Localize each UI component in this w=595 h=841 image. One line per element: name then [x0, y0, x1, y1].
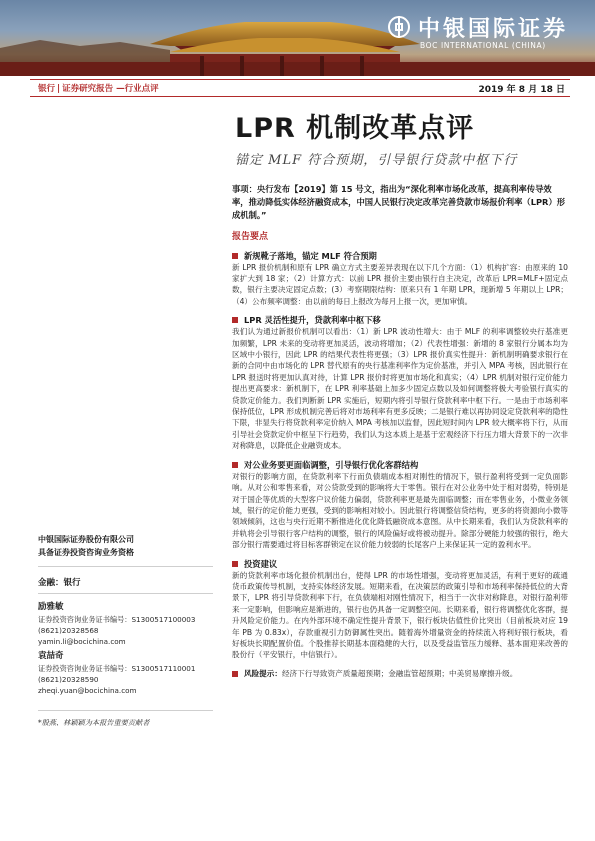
point-heading: 投资建议	[232, 558, 568, 570]
risk-warning	[232, 668, 568, 679]
org-name: 中银国际证券股份有限公司	[38, 535, 134, 544]
report-date: 2019 年 8 月 18 日	[478, 85, 565, 95]
header-rule-top	[30, 79, 570, 80]
contributors-note: *殷燕、林颖颖为本报告重要贡献者	[38, 718, 150, 727]
report-type-label: 证券研究报告	[62, 84, 114, 94]
header-rule-bottom	[30, 96, 570, 97]
main-content	[232, 183, 568, 679]
sidebar-rule	[38, 566, 213, 567]
sector-label: —行业点评	[116, 84, 159, 94]
sidebar-sector: 金融：银行	[38, 578, 81, 588]
risk-label: 风险提示：	[244, 668, 282, 678]
point-text: 新 LPR 报价机制和原有 LPR 确立方式主要差异表现在以下几个方面：（1）机构扩容：由原来的 10 家扩大到 18 家；（2）计算方式：以前 LPR 报价主要由银行自主决定，改革后 LPR=MLF+固定点数，银行主要决定固定点数；(3）考察期限结构：原来只有 1 年期 LPR，现新增 5 年期以上 LPR；（4）公布频率调整：由以前的每日上报改为每月上报一次，更加审慎。	[232, 262, 568, 306]
point-3	[232, 459, 568, 551]
point-heading: 对公业务要更面临调整，引导银行优化客群结构	[232, 459, 568, 471]
brand-name-en: BOC INTERNATIONAL (CHINA)	[420, 41, 546, 50]
sidebar-rule	[38, 593, 213, 594]
point-heading: LPR 灵活性提升，贷款利率中枢下移	[232, 314, 568, 326]
key-points-title: 报告要点	[232, 231, 269, 242]
boc-logo-icon	[388, 16, 410, 38]
analyst-name: 袁喆奇	[38, 651, 64, 661]
sidebar-org	[38, 533, 213, 559]
analyst-email[interactable]: yamin.li@bocichina.com	[38, 637, 126, 646]
analyst-card	[38, 601, 213, 647]
analyst-cert: 证券投资咨询业务证书编号：S1300517110001	[38, 664, 196, 673]
point-2	[232, 314, 568, 451]
page-title: LPR 机制改革点评	[235, 113, 475, 144]
point-text: 对银行的影响方面，在贷款利率下行而负债端成本相对刚性的情况下，银行盈利将受到一定负面影响。从对公和零售来看，对公贷款受到的影响将大于零售。银行在对公业务中处于相对弱势，特别是对于国企等优质的大型客户议价能力偏弱，贷款利率更是最先面临调整；而在零售业务，小微业务领域，银行的定价能力更强，受到的影响相对较小。因此银行将调整信贷结构，更多的将资源向小微等领域倾斜，这也与央行近期不断推进化优化降低融资成本意图。从中长期来看，我们认为贷款利率的并轨将会引导银行客户结构的调整，银行的风险偏好或将被动提升。除部分硬能力较强的银行，绝大部分银行需要通过将目标客群锁定在议价能力较弱的长尾客户上来保证其一定的盈利水平。	[232, 471, 568, 550]
analyst-phone: (8621)20328568	[38, 626, 99, 635]
point-text: 新的贷款利率市场化报价机制出台，使得 LPR 的市场性增强，变动将更加灵活，有利于更好的疏通货币政策传导机制，支持实体经济发展。短期来看，在决策层的政策引导和市场利率保持低位的大背景下，LPR 将引导贷款利率下行，在负债端相对刚性情况下，相当于一次非对称降息，对银行盈利带来一定影响，但影响应是渐进的，银行也仍具备一定调整空间。长期来看，银行将调整优化客群，提升风险定价能力。在内外部环境不确定性提升背景下，银行板块估值性价比突出（目前板块对应 19 年 PB 为 0.83x），存款重视引力防御属性突出。随着海外增量资金的持续流入将利好银行板块，看好板块长期配置价值。个股推荐长期基本面稳健的大行，以及受益监管压力缓释、基本面迎来改善的股份行（平安银行，中信银行）。	[232, 570, 568, 660]
analyst-card	[38, 650, 213, 696]
org-qualification: 具备证券投资咨询业务资格	[38, 548, 134, 557]
page-subtitle: 锚定 MLF 符合预期，引导银行贷款中枢下行	[235, 153, 518, 168]
brand-name-cn: 中银国际证券	[418, 16, 569, 42]
point-1	[232, 250, 568, 308]
point-heading: 新规靴子落地，锚定 MLF 符合预期	[232, 250, 568, 262]
analyst-phone: (8621)20328590	[38, 675, 99, 684]
analyst-cert: 证券投资咨询业务证书编号：S1300517100003	[38, 615, 196, 624]
analyst-name: 励雅敏	[38, 602, 64, 612]
report-breadcrumb: 银行 | 证券研究报告 —行业点评	[38, 84, 159, 94]
header-banner	[0, 0, 595, 76]
category-label: 银行	[38, 84, 56, 94]
analyst-email[interactable]: zheqi.yuan@bocichina.com	[38, 686, 137, 695]
lead-paragraph: 事项：央行发布【2019】第 15 号文，指出为“深化利率市场化改革，提高利率传导效率，推动降低实体经济融资成本，中国人民银行决定改革完善贷款市场报价利率（LPR）形成机制。”	[232, 184, 566, 221]
point-text: 我们认为通过新报价机制可以看出：（1）新 LPR 波动性增大：由于 MLF 的利率调整较央行基准更加频繁，LPR 未来的变动将更加灵活，波动将增加；（2）代表性增强：新增的 8 家银行分属本均为区域中小银行，因此 LPR 的结果代表性将更强；（3）LPR 报价真实性提升：新机制明确要求银行在新的合同中由市场化的 LPR 替代原有的央行基准利率作为定价基准，并引入 MPA 考核，因此银行在 LPR 报送时将更加认真对待，计算 LPR 报价时将更加市场化和真实；（4）LPR 机制对银行定价能力提出更高要求：新机制下，在 LPR 利率基础上加多少固定点数以及如何调整将极大考验银行真实的贷款定价能力。我们判断新 LPR 实施后，短期内将引导银行贷款利率中枢下行。一是由于市场利率保持低位，LPR 形成机制完善后将对市场利率有更多反映；二是银行难以再协同设定贷款利率的隐性下限，非显失行将贷款利率定价纳入 MPA 考核加以监督，因此短时间内 LPR 较大概率将下行，从而引导社会贷款定价中枢呈下行趋势，我们认为这本质上是基于宏观经济下行压力增大背景下的一次非对称降息，以降低企业融资成本。	[232, 327, 568, 451]
point-4	[232, 558, 568, 661]
sidebar-rule	[38, 710, 213, 711]
brand-block	[380, 8, 585, 56]
risk-text: 经济下行导致资产质量超预期；金融监管超预期；中美贸易摩擦升级。	[281, 668, 518, 678]
